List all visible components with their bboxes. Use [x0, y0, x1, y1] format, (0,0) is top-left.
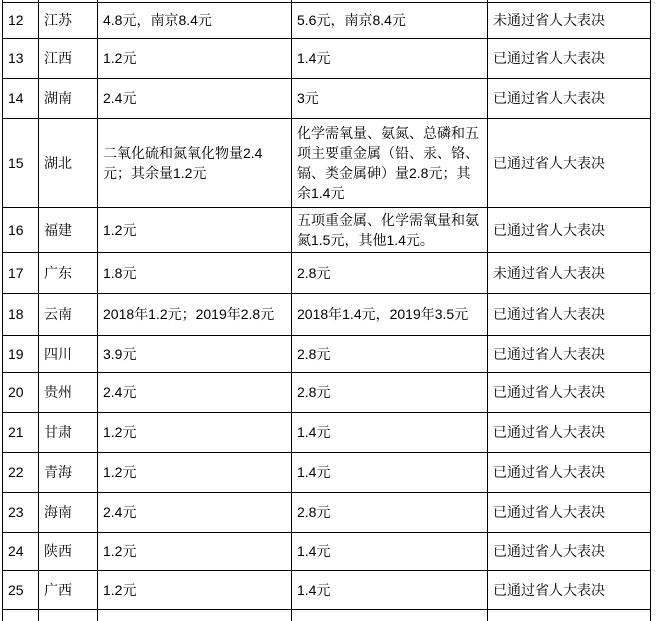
empty-cell: [488, 609, 651, 621]
value-column-b-cell: 2.8元: [292, 335, 488, 372]
table-row: [3, 570, 651, 609]
table-row: [3, 532, 651, 570]
table-row: [3, 118, 651, 207]
vote-status-cell: 已通过省人大表决: [488, 372, 651, 412]
value-column-b-cell: 2.8元: [292, 492, 488, 532]
table-row: [3, 207, 651, 252]
province-cell: 福建: [39, 207, 98, 252]
value-column-a-cell: 2.4元: [98, 78, 292, 118]
table-row: [3, 335, 651, 372]
province-cell: 广西: [39, 570, 98, 609]
province-cell: 海南: [39, 492, 98, 532]
empty-cell: [3, 609, 39, 621]
value-column-b-cell: 1.4元: [292, 412, 488, 452]
value-column-b-cell: 2.8元: [292, 372, 488, 412]
vote-status-cell: 已通过省人大表决: [488, 207, 651, 252]
table-row: [3, 372, 651, 412]
value-column-a-cell: 2.4元: [98, 372, 292, 412]
value-column-b-cell: 化学需氧量、氨氮、总磷和五项主要重金属（铅、汞、铬、镉、类金属砷）量2.8元；其余1.4元: [292, 118, 488, 207]
province-cell: 陕西: [39, 532, 98, 570]
value-column-b-cell: 1.4元: [292, 452, 488, 492]
vote-status-cell: 已通过省人大表决: [488, 118, 651, 207]
vote-status-cell: 已通过省人大表决: [488, 452, 651, 492]
row-number-cell: 14: [3, 78, 39, 118]
province-cell: 江西: [39, 38, 98, 78]
value-column-a-cell: 2.4元: [98, 492, 292, 532]
value-column-b-cell: 1.4元: [292, 532, 488, 570]
value-column-a-cell: 1.2元: [98, 452, 292, 492]
province-fee-standards-table: [2, 0, 651, 621]
value-column-b-cell: 五项重金属、化学需氧量和氨氮1.5元，其他1.4元。: [292, 207, 488, 252]
province-cell: 湖北: [39, 118, 98, 207]
province-cell: 广东: [39, 252, 98, 293]
vote-status-cell: 已通过省人大表决: [488, 335, 651, 372]
province-cell: 江苏: [39, 2, 98, 38]
province-cell: 湖南: [39, 78, 98, 118]
province-cell: 甘肃: [39, 412, 98, 452]
vote-status-cell: 已通过省人大表决: [488, 293, 651, 335]
row-number-cell: 12: [3, 2, 39, 38]
row-number-cell: 25: [3, 570, 39, 609]
value-column-a-cell: 二氧化硫和氮氧化物量2.4元；其余量1.2元: [98, 118, 292, 207]
value-column-a-cell: 2018年1.2元；2019年2.8元: [98, 293, 292, 335]
empty-cell: [39, 609, 98, 621]
vote-status-cell: 已通过省人大表决: [488, 78, 651, 118]
value-column-a-cell: 1.8元: [98, 252, 292, 293]
vote-status-cell: 已通过省人大表决: [488, 532, 651, 570]
value-column-b-cell: 5.6元，南京8.4元: [292, 2, 488, 38]
value-column-a-cell: 4.8元，南京8.4元: [98, 2, 292, 38]
value-column-a-cell: 1.2元: [98, 412, 292, 452]
row-number-cell: 16: [3, 207, 39, 252]
cut-off-row-bottom: [3, 609, 651, 621]
vote-status-cell: 未通过省人大表决: [488, 2, 651, 38]
empty-cell: [98, 609, 292, 621]
row-number-cell: 20: [3, 372, 39, 412]
value-column-a-cell: 1.2元: [98, 207, 292, 252]
row-number-cell: 23: [3, 492, 39, 532]
province-cell: 四川: [39, 335, 98, 372]
row-number-cell: 15: [3, 118, 39, 207]
value-column-b-cell: 2.8元: [292, 252, 488, 293]
table-row: [3, 492, 651, 532]
value-column-b-cell: 3元: [292, 78, 488, 118]
row-number-cell: 21: [3, 412, 39, 452]
vote-status-cell: 未通过省人大表决: [488, 252, 651, 293]
table-body: [3, 0, 651, 621]
value-column-a-cell: 1.2元: [98, 532, 292, 570]
row-number-cell: 18: [3, 293, 39, 335]
value-column-a-cell: 1.2元: [98, 570, 292, 609]
table-row: [3, 452, 651, 492]
table-row: [3, 252, 651, 293]
vote-status-cell: 已通过省人大表决: [488, 492, 651, 532]
province-cell: 青海: [39, 452, 98, 492]
vote-status-cell: 已通过省人大表决: [488, 412, 651, 452]
row-number-cell: 13: [3, 38, 39, 78]
table-row: [3, 412, 651, 452]
row-number-cell: 24: [3, 532, 39, 570]
vote-status-cell: 已通过省人大表决: [488, 570, 651, 609]
table-row: [3, 2, 651, 38]
table-row: [3, 78, 651, 118]
empty-cell: [292, 609, 488, 621]
province-cell: 云南: [39, 293, 98, 335]
value-column-b-cell: 1.4元: [292, 570, 488, 609]
value-column-a-cell: 1.2元: [98, 38, 292, 78]
table-row: [3, 293, 651, 335]
value-column-b-cell: 2018年1.4元，2019年3.5元: [292, 293, 488, 335]
row-number-cell: 17: [3, 252, 39, 293]
province-cell: 贵州: [39, 372, 98, 412]
row-number-cell: 22: [3, 452, 39, 492]
value-column-a-cell: 3.9元: [98, 335, 292, 372]
row-number-cell: 19: [3, 335, 39, 372]
value-column-b-cell: 1.4元: [292, 38, 488, 78]
table-row: [3, 38, 651, 78]
vote-status-cell: 已通过省人大表决: [488, 38, 651, 78]
